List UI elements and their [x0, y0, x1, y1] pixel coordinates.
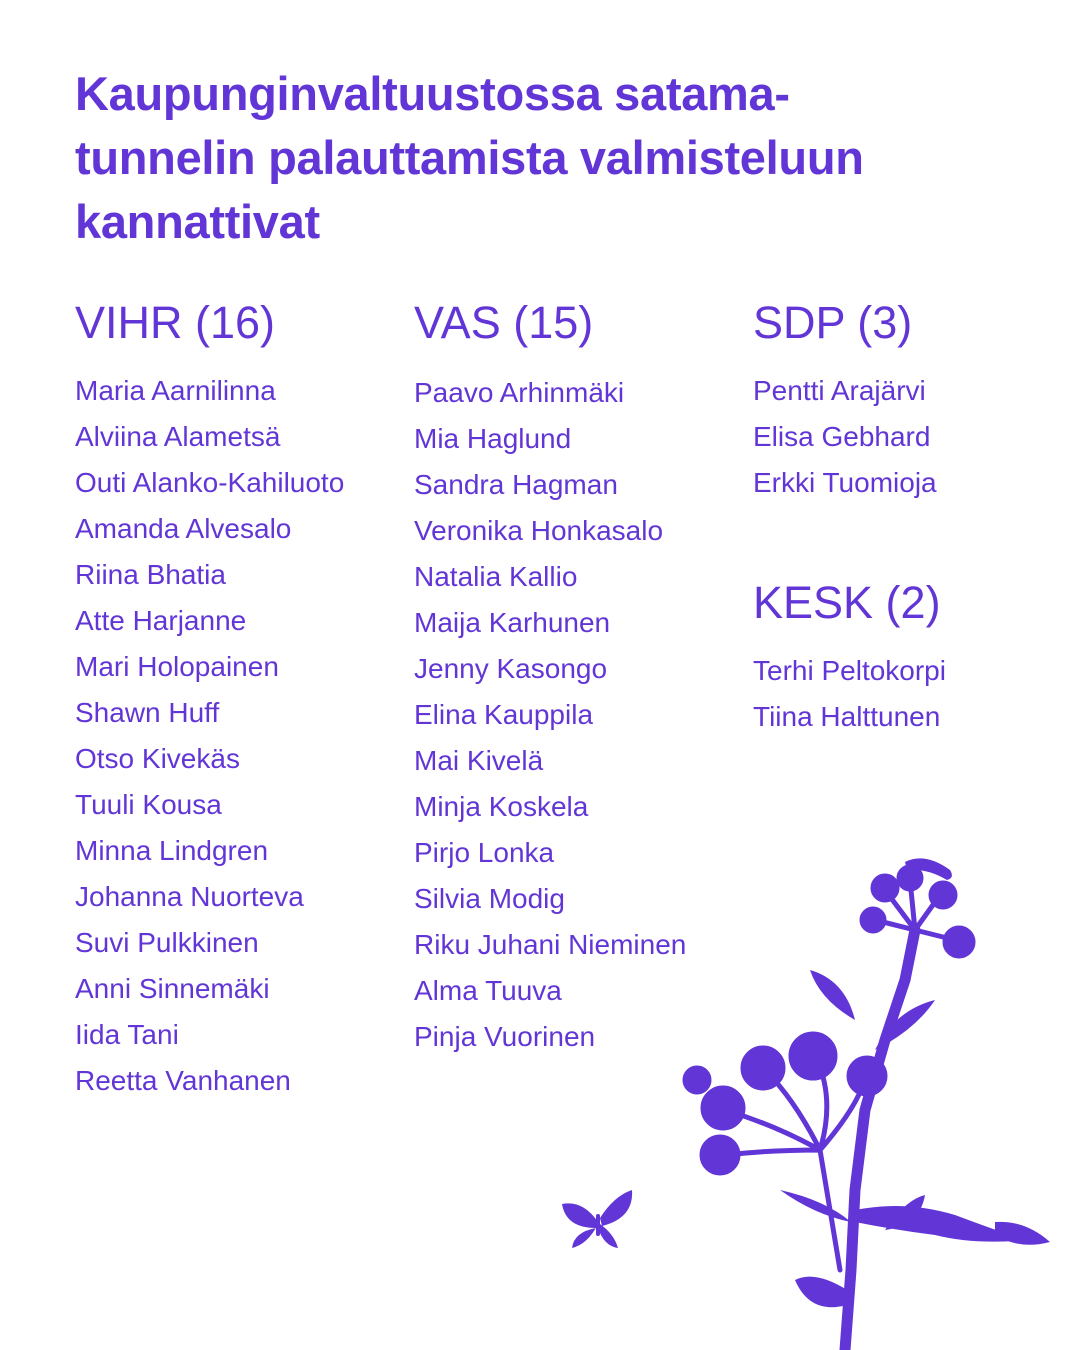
butterfly-icon [558, 1188, 638, 1252]
list-item: Minna Lindgren [75, 835, 269, 866]
member-list [75, 368, 344, 1104]
list-item: Minja Koskela [414, 791, 589, 822]
flowering-plant-illustration [555, 850, 1065, 1350]
list-item: Pirjo Lonka [414, 837, 555, 868]
list-item: Atte Harjanne [75, 605, 247, 636]
list-item: Riina Bhatia [75, 559, 226, 590]
list-item: Sandra Hagman [414, 469, 618, 500]
list-item: Pentti Arajärvi [753, 375, 926, 406]
list-item: Mai Kivelä [414, 745, 544, 776]
member-list [753, 648, 946, 740]
party-heading: SDP (3) [753, 297, 913, 348]
list-item: Natalia Kallio [414, 561, 578, 592]
list-item: Paavo Arhinmäki [414, 377, 625, 408]
list-item: Tuuli Kousa [75, 789, 222, 820]
list-item: Jenny Kasongo [414, 653, 608, 684]
list-item: Maija Karhunen [414, 607, 611, 638]
list-item: Mari Holopainen [75, 651, 279, 682]
party-sdp [753, 298, 937, 506]
page-title: Kaupunginvaltuustossa satama- tunnelin palauttamista valmisteluun kannattivat [75, 67, 864, 248]
list-item: Riku Juhani Nieminen [414, 929, 687, 960]
list-item: Maria Aarnilinna [75, 375, 276, 406]
list-item: Suvi Pulkkinen [75, 927, 259, 958]
list-item: Amanda Alvesalo [75, 513, 292, 544]
list-item: Veronika Honkasalo [414, 515, 664, 546]
list-item: Pinja Vuorinen [414, 1021, 596, 1052]
list-item: Mia Haglund [414, 423, 572, 454]
list-item: Iida Tani [75, 1019, 179, 1050]
list-item: Silvia Modig [414, 883, 565, 914]
party-kesk [753, 578, 946, 740]
party-heading: VAS (15) [414, 297, 594, 348]
list-item: Otso Kivekäs [75, 743, 240, 774]
list-item: Alviina Alametsä [75, 421, 281, 452]
list-item: Elisa Gebhard [753, 421, 931, 452]
list-item: Tiina Halttunen [753, 701, 941, 732]
list-item: Johanna Nuorteva [75, 881, 304, 912]
party-vihr [75, 298, 344, 1104]
party-heading: KESK (2) [753, 577, 941, 628]
list-item: Alma Tuuva [414, 975, 562, 1006]
list-item: Elina Kauppila [414, 699, 594, 730]
list-item: Shawn Huff [75, 697, 220, 728]
list-item: Anni Sinnemäki [75, 973, 270, 1004]
list-item: Reetta Vanhanen [75, 1065, 291, 1096]
list-item: Outi Alanko-Kahiluoto [75, 467, 345, 498]
member-list [753, 368, 937, 506]
list-item: Erkki Tuomioja [753, 467, 937, 498]
party-heading: VIHR (16) [75, 297, 276, 348]
list-item: Terhi Peltokorpi [753, 655, 946, 686]
